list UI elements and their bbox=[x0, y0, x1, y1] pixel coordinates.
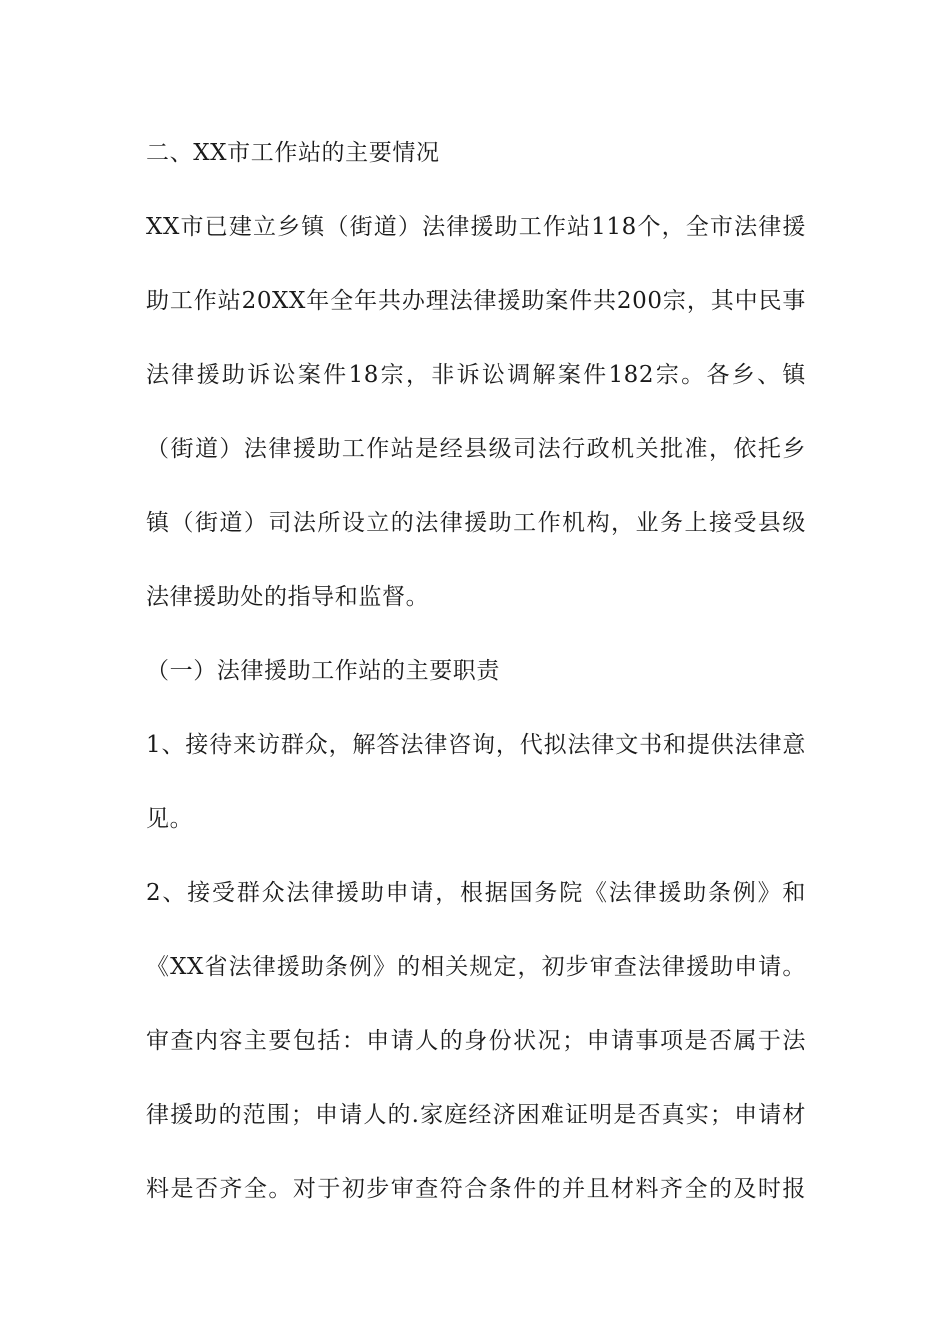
paragraph-line: （街道）法律援助工作站是经县级司法行政机关批准，依托乡 bbox=[146, 436, 806, 462]
list-item-line: 2、接受群众法律援助申请，根据国务院《法律援助条例》和 bbox=[146, 880, 806, 906]
list-item-line: 见。 bbox=[146, 806, 194, 832]
list-item-line: 1、接待来访群众，解答法律咨询，代拟法律文书和提供法律意 bbox=[146, 732, 806, 758]
paragraph-line: 法律援助诉讼案件18宗，非诉讼调解案件182宗。各乡、镇 bbox=[146, 362, 806, 388]
paragraph-line: XX市已建立乡镇（街道）法律援助工作站118个，全市法律援 bbox=[146, 214, 806, 240]
paragraph-line: 镇（街道）司法所设立的法律援助工作机构，业务上接受县级 bbox=[146, 510, 806, 536]
list-item-line: 审查内容主要包括：申请人的身份状况；申请事项是否属于法 bbox=[146, 1028, 806, 1054]
paragraph-line: 法律援助处的指导和监督。 bbox=[146, 584, 430, 610]
list-item-line: 《XX省法律援助条例》的相关规定，初步审查法律援助申请。 bbox=[146, 954, 806, 980]
subsection-heading: （一）法律援助工作站的主要职责 bbox=[146, 658, 500, 684]
paragraph-line: 助工作站20XX年全年共办理法律援助案件共200宗，其中民事 bbox=[146, 288, 806, 314]
section-heading: 二、XX市工作站的主要情况 bbox=[146, 140, 440, 166]
list-item-line: 料是否齐全。对于初步审查符合条件的并且材料齐全的及时报 bbox=[146, 1176, 806, 1202]
list-item-line: 律援助的范围；申请人的.家庭经济困难证明是否真实；申请材 bbox=[146, 1102, 806, 1128]
